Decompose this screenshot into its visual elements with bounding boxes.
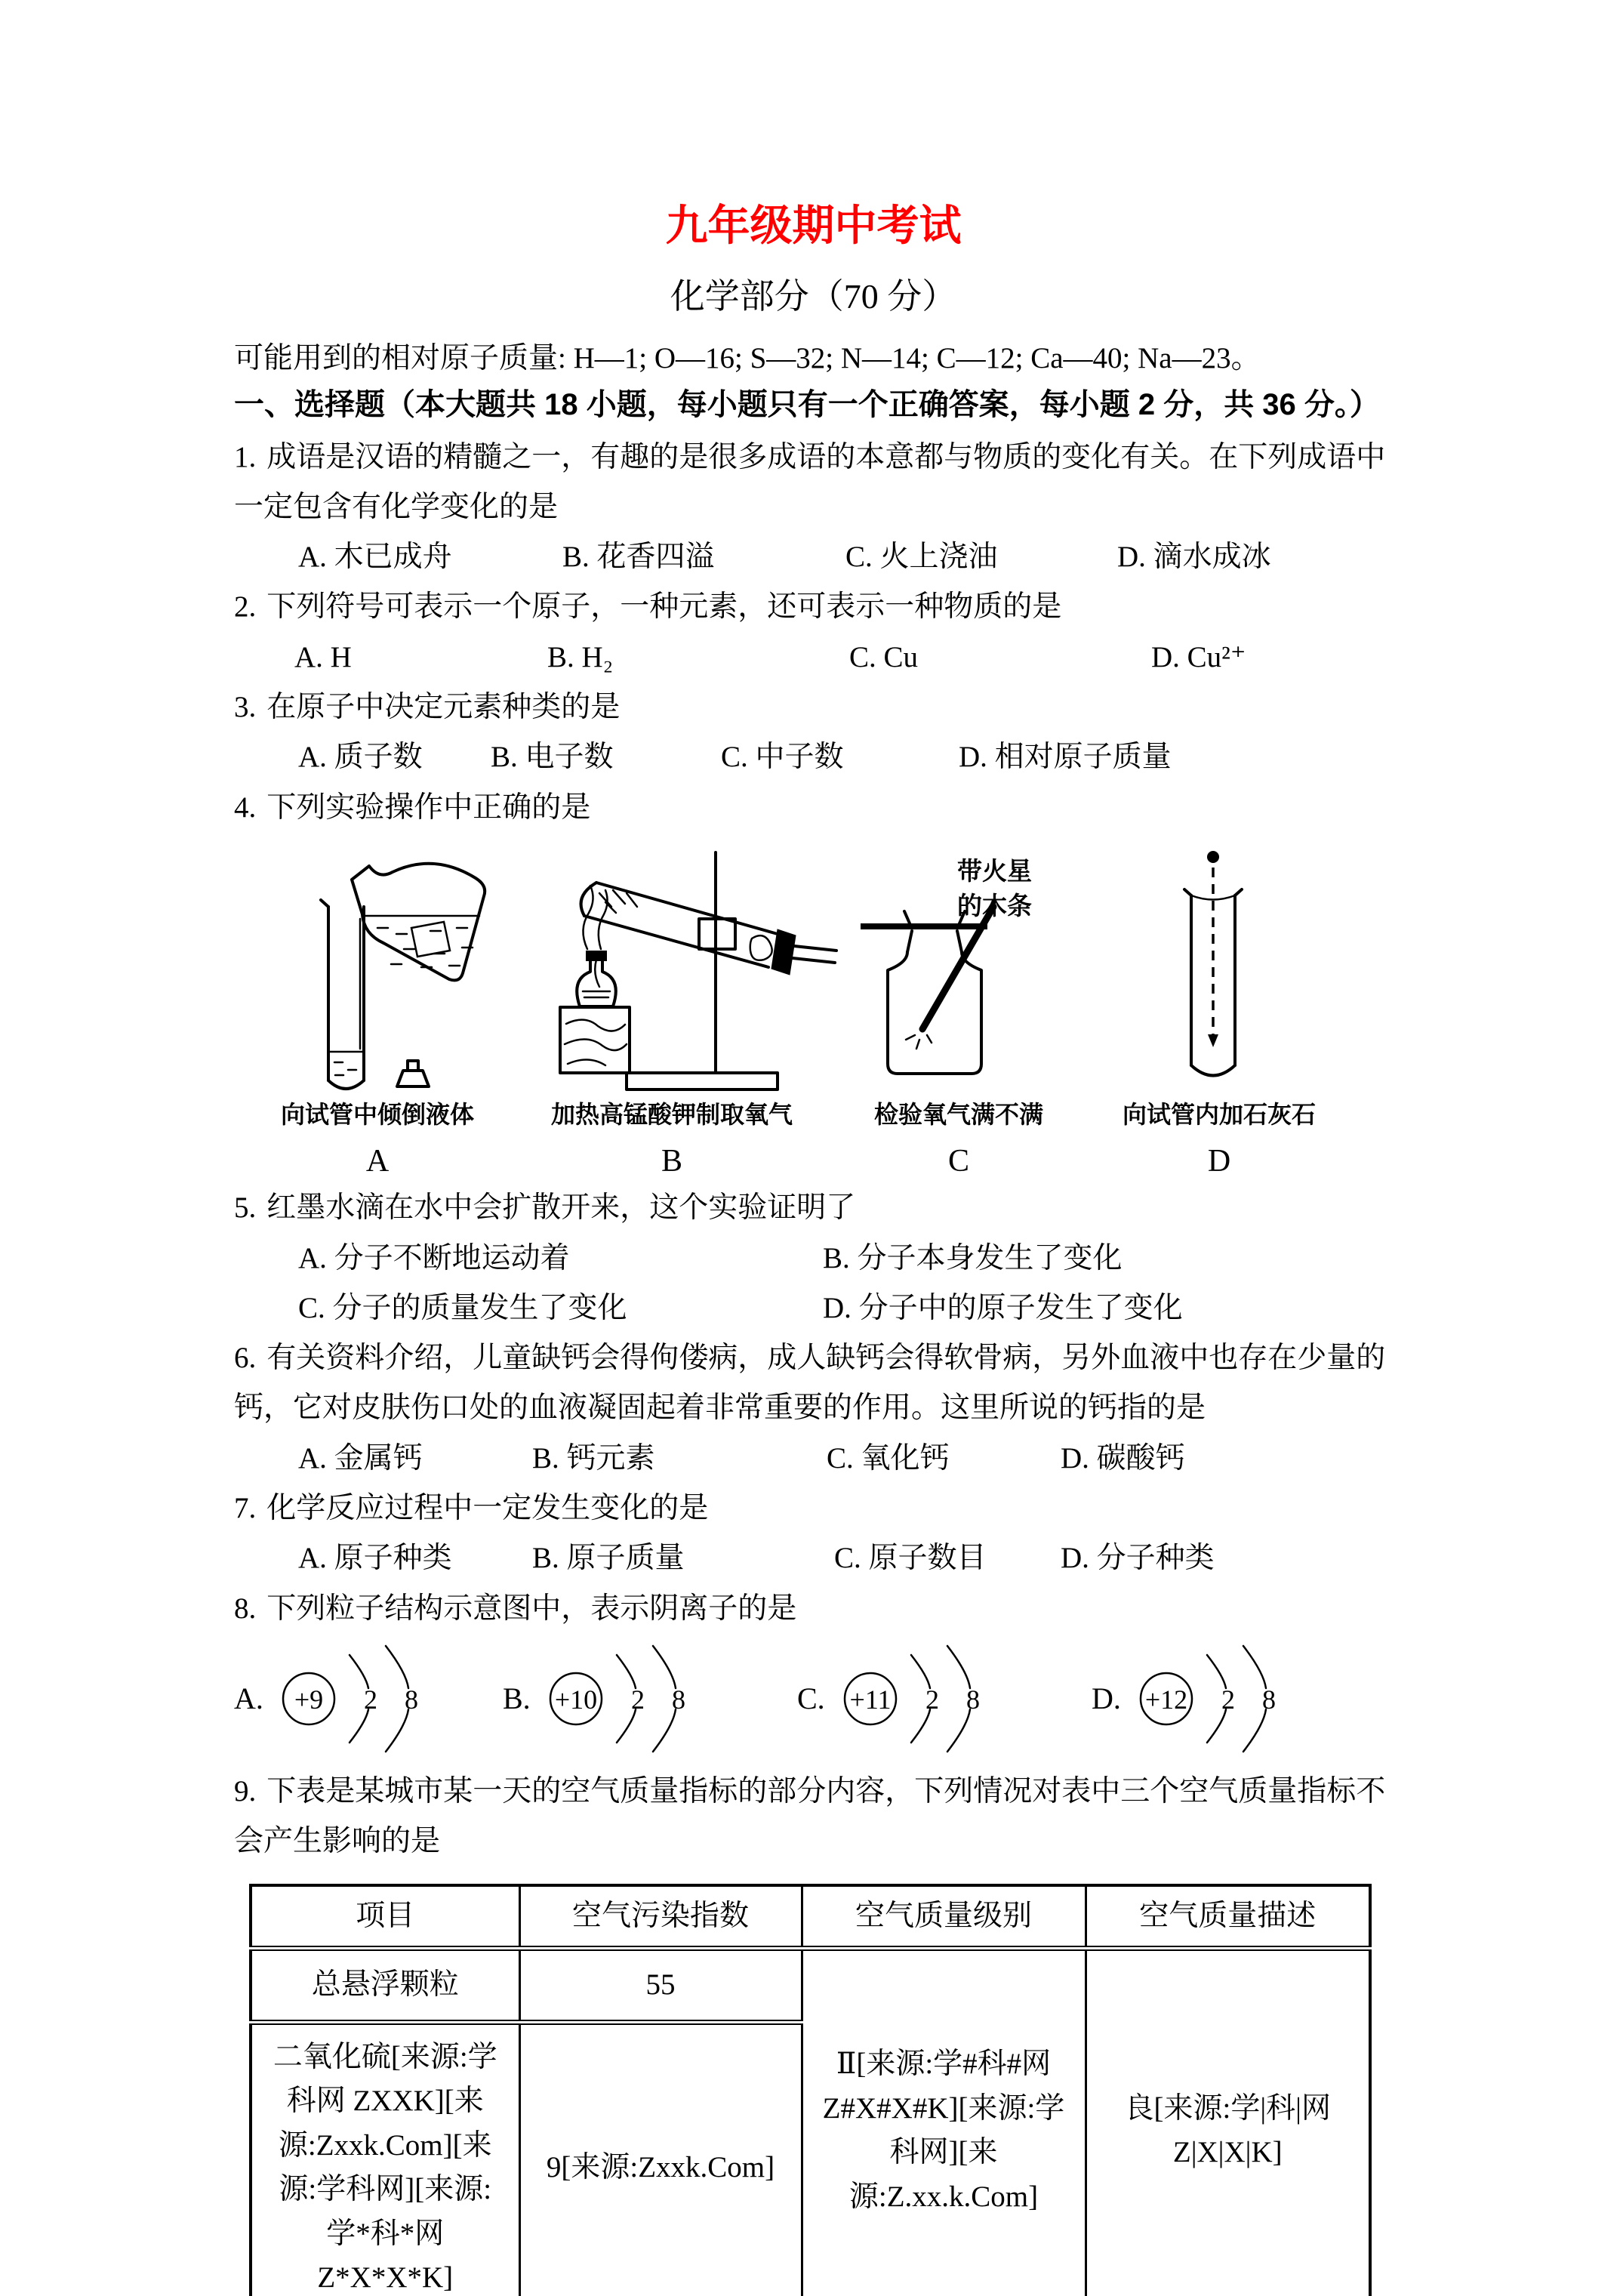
cell-quality-level: Ⅱ[来源:学#科#网 Z#X#X#K][来源:学科网][来源:Z.xx.k.Com] — [802, 1949, 1086, 2296]
cell-tsp: 总悬浮颗粒 — [251, 1949, 519, 2023]
question-text: 红墨水滴在水中会扩散开来，这个实验证明了 — [266, 1191, 856, 1225]
diagram-label: D. — [1092, 1681, 1121, 1716]
question-3 — [234, 683, 1393, 732]
question-text: 有关资料介绍，儿童缺钙会得佝偻病，成人缺钙会得软骨病，另外血液中也存在少量的钙，它对皮肤伤口处的血液凝固起着非常重要的作用。这里所说的钙指的是 — [234, 1342, 1386, 1425]
particle-diagram-a — [234, 1641, 503, 1756]
diagram-label: C. — [797, 1681, 825, 1716]
option-c: C. Cu — [849, 640, 919, 673]
option-c: C. 中子数 — [721, 741, 844, 774]
col-header-pollution-index: 空气污染指数 — [519, 1885, 802, 1949]
option-d: D. 碳酸钙 — [1061, 1441, 1185, 1475]
option-a: A. 分子不断地运动着 — [298, 1241, 570, 1274]
question-1 — [234, 433, 1393, 533]
question-text: 下列实验操作中正确的是 — [266, 791, 591, 824]
option-b: B. 原子质量 — [532, 1542, 685, 1575]
exam-subtitle: 化学部分（70 分） — [670, 277, 957, 316]
figure-add-limestone — [1095, 846, 1344, 1177]
diagram-label: B. — [503, 1681, 531, 1716]
col-header-item: 项目 — [251, 1885, 519, 1949]
svg-text:+10: +10 — [554, 1684, 597, 1715]
question-6 — [234, 1333, 1393, 1434]
figure-label: B — [661, 1144, 682, 1179]
atom-structure-icon — [836, 1641, 1005, 1756]
exam-title: 九年级期中考试 — [665, 203, 962, 250]
question-number: 5. — [234, 1191, 257, 1225]
add-limestone-illustration — [1095, 846, 1344, 1096]
option-b: B. 钙元素 — [532, 1441, 655, 1475]
particle-diagram-b — [503, 1641, 797, 1756]
sparking-splint-annotation: 带火星 的木条 — [957, 856, 1032, 920]
question-number: 4. — [234, 791, 257, 824]
table-row-tsp — [251, 1949, 1370, 2023]
svg-text:2: 2 — [630, 1684, 645, 1715]
option-c: C. 原子数目 — [834, 1542, 987, 1575]
question-5 — [234, 1183, 1393, 1233]
option-c: C. 氧化钙 — [827, 1441, 950, 1475]
option-d: D. 滴水成冰 — [1117, 541, 1271, 574]
cell-so2: 二氧化硫[来源:学科网 ZXXK][来源:Zxxk.Com][来源:学科网][来源:学*科*网 Z*X*X*K] — [251, 2022, 519, 2296]
question-8 — [234, 1584, 1393, 1634]
question-3-options — [234, 732, 1393, 782]
question-number: 1. — [234, 440, 257, 473]
option-b: B. H₂ — [547, 640, 614, 673]
option-c: C. 火上浇油 — [845, 541, 998, 574]
question-8-diagrams — [234, 1641, 1393, 1756]
figure-label: A — [365, 1144, 390, 1179]
atom-structure-icon — [274, 1641, 443, 1756]
svg-text:8: 8 — [404, 1684, 418, 1715]
question-text: 成语是汉语的精髓之一，有趣的是很多成语的本意都与物质的变化有关。在下列成语中一定包含有化学变化的是 — [234, 440, 1386, 523]
particle-diagram-d — [1092, 1641, 1386, 1756]
option-b: B. 电子数 — [491, 741, 614, 774]
figure-heat-kmno4 — [521, 846, 823, 1177]
question-number: 7. — [234, 1492, 257, 1525]
cell-tsp-index: 55 — [519, 1949, 802, 2023]
col-header-quality-desc: 空气质量描述 — [1086, 1885, 1370, 1949]
heat-kmno4-illustration — [521, 846, 838, 1096]
figure-caption: 向试管内加石灰石 — [1122, 1100, 1316, 1128]
option-c: C. 分子的质量发生了变化 — [298, 1291, 627, 1324]
question-1-options — [234, 532, 1393, 582]
question-number: 6. — [234, 1342, 257, 1375]
question-5-options — [234, 1234, 1393, 1334]
section-header: 一、选择题（本大题共 18 小题，每小题只有一个正确答案，每小题 2 分，共 36 分。） — [234, 387, 1380, 421]
question-6-options — [234, 1434, 1393, 1484]
svg-text:2: 2 — [1221, 1684, 1235, 1715]
figure-caption: 加热高锰酸钾制取氧气 — [550, 1100, 793, 1128]
question-text: 在原子中决定元素种类的是 — [266, 690, 621, 723]
option-b: B. 花香四溢 — [562, 541, 715, 574]
svg-text:+9: +9 — [294, 1684, 324, 1715]
question-number: 2. — [234, 590, 257, 624]
question-text: 化学反应过程中一定发生变化的是 — [266, 1492, 709, 1525]
question-text: 下表是某城市某一天的空气质量指标的部分内容，下列情况对表中三个空气质量指标不会产生影响的是 — [234, 1774, 1386, 1858]
svg-text:2: 2 — [363, 1684, 377, 1715]
svg-text:+12: +12 — [1144, 1684, 1188, 1715]
svg-text:+11: +11 — [849, 1684, 892, 1715]
figure-check-oxygen — [823, 846, 1095, 1177]
atom-structure-icon — [1132, 1641, 1301, 1756]
question-9 — [234, 1767, 1393, 1867]
particle-diagram-c — [797, 1641, 1092, 1756]
question-7 — [234, 1484, 1393, 1533]
option-a: A. H — [294, 640, 352, 673]
figure-label: C — [947, 1144, 969, 1179]
pour-liquid-illustration — [249, 846, 506, 1096]
svg-text:8: 8 — [671, 1684, 685, 1715]
option-a: A. 金属钙 — [298, 1441, 423, 1475]
svg-text:8: 8 — [1261, 1684, 1276, 1715]
table-header-row — [251, 1885, 1370, 1949]
question-7-options — [234, 1533, 1393, 1583]
figure-pour-liquid — [234, 846, 521, 1177]
svg-text:8: 8 — [965, 1684, 980, 1715]
option-d: D. 分子中的原子发生了变化 — [823, 1291, 1183, 1324]
question-text: 下列粒子结构示意图中，表示阴离子的是 — [266, 1592, 797, 1625]
cell-quality-desc: 良[来源:学|科|网 Z|X|X|K] — [1086, 1949, 1370, 2296]
question-2 — [234, 582, 1393, 632]
question-2-options — [234, 633, 1393, 683]
question-text: 下列符号可表示一个原子，一种元素，还可表示一种物质的是 — [266, 590, 1062, 624]
figure-caption: 向试管中倾倒液体 — [280, 1100, 474, 1128]
figure-caption: 检验氧气满不满 — [873, 1100, 1043, 1128]
option-d: D. 分子种类 — [1061, 1542, 1215, 1575]
question-number: 9. — [234, 1774, 257, 1808]
figure-label: D — [1207, 1144, 1231, 1179]
option-d: D. Cu²⁺ — [1151, 640, 1246, 673]
col-header-quality-level: 空气质量级别 — [802, 1885, 1086, 1949]
option-a: A. 原子种类 — [298, 1542, 452, 1575]
option-d: D. 相对原子质量 — [959, 741, 1172, 774]
question-4 — [234, 783, 1393, 833]
question-4-figures — [234, 846, 1393, 1177]
atomic-mass-note: 可能用到的相对原子质量: H—1; O—16; S—32; N—14; C—12; Ca—40; Na—23。 — [234, 342, 1261, 374]
cell-so2-index: 9[来源:Zxxk.Com] — [519, 2022, 802, 2296]
option-a: A. 木已成舟 — [298, 541, 452, 574]
svg-text:2: 2 — [925, 1684, 939, 1715]
air-quality-table — [249, 1884, 1372, 2296]
atom-structure-icon — [541, 1641, 710, 1756]
question-number: 3. — [234, 690, 257, 723]
question-number: 8. — [234, 1592, 257, 1625]
option-b: B. 分子本身发生了变化 — [823, 1241, 1123, 1274]
diagram-label: A. — [234, 1681, 263, 1716]
option-a: A. 质子数 — [298, 741, 423, 774]
